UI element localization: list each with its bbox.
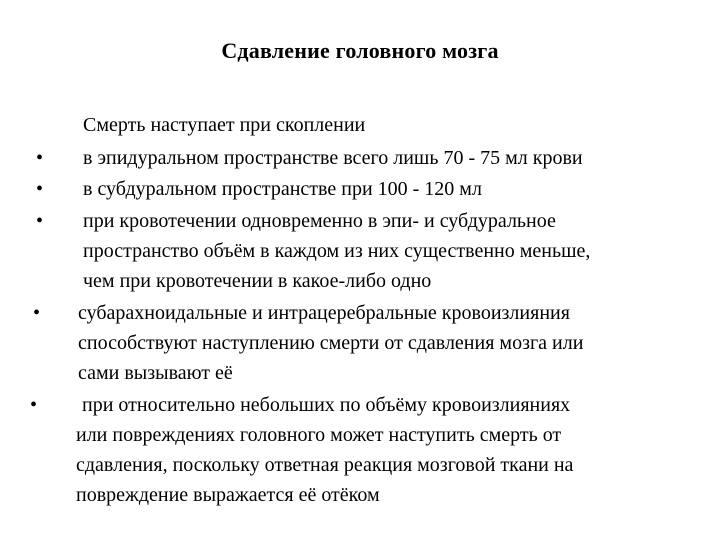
bullet-dot-icon: •: [36, 147, 44, 169]
bullet-text: [78, 298, 583, 388]
bullet-item: [0, 174, 720, 204]
bullet-item: [0, 143, 720, 173]
bullet-item: [0, 390, 720, 510]
bullet-dot-icon: •: [36, 178, 44, 200]
bullet-line: при кровотечении одновременно в эпи- и субдуральное: [83, 210, 556, 232]
bullet-line: повреждение выражается её отёком: [76, 484, 380, 506]
bullet-dot-icon: •: [36, 210, 44, 232]
bullet-text: [76, 390, 573, 510]
intro-text: Смерть наступает при скоплении: [83, 114, 366, 136]
bullet-dot-icon: •: [30, 394, 38, 416]
bullet-line: в эпидуральном пространстве всего лишь 70 - 75 мл крови: [83, 147, 583, 169]
bullet-line: пространство объём в каждом из них существенно меньше,: [83, 240, 591, 262]
bullet-text: [83, 206, 590, 296]
bullet-line: сдавления, поскольку ответная реакция мозговой ткани на: [76, 454, 574, 476]
bullet-line: при относительно небольших по объёму кровоизлияниях: [82, 394, 571, 416]
bullet-line: чем при кровотечении в какое-либо одно: [83, 270, 432, 292]
bullet-line: или повреждениях головного может наступить смерть от: [76, 424, 562, 446]
bullet-line: способствуют наступлению смерти от сдавления мозга или: [78, 332, 584, 354]
bullet-text: [83, 143, 583, 173]
bullet-line: в субдуральном пространстве при 100 - 120 мл: [83, 178, 482, 200]
slide-title: Сдавление головного мозга: [221, 38, 499, 63]
bullet-item: [0, 298, 720, 388]
bullet-item: [0, 206, 720, 296]
bullet-line: субарахноидальные и интрацеребральные кровоизлияния: [78, 302, 570, 324]
bullet-text: [83, 174, 482, 204]
bullet-dot-icon: •: [33, 302, 41, 324]
bullet-line: сами вызывают её: [78, 362, 233, 384]
